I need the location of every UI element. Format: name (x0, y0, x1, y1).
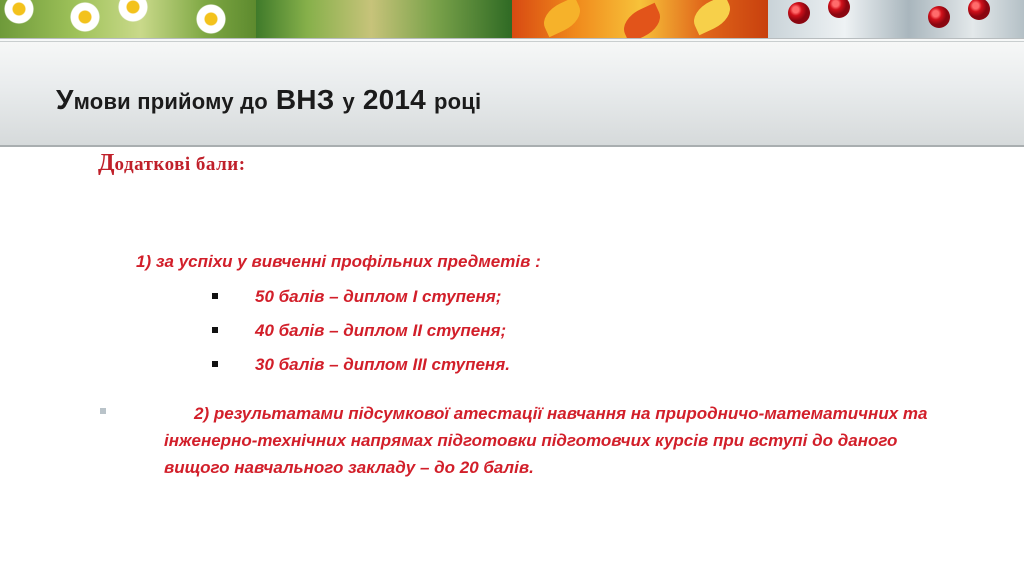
slide-title: Умови прийому до ВНЗ у 2014 році (56, 84, 482, 115)
section2-paragraph: 2) результатами підсумкової атестації навчання на природничо-математичних та інженерно-технічних напрямах підготовки підготовчих курсів при вступі до даного вищого навчального закладу – до 20 балів. (164, 404, 928, 477)
list-item-text: 50 балів – диплом І ступеня; (255, 287, 502, 306)
list-item (212, 287, 501, 307)
list-item-text: 30 балів – диплом ІІІ ступеня. (255, 355, 510, 374)
square-bullet-icon (212, 361, 218, 367)
square-bullet-icon (212, 293, 218, 299)
list-item-text: 40 балів – диплом ІІ ступеня; (255, 321, 507, 340)
list-item (212, 355, 510, 375)
slide-subtitle: Додаткові бали: (98, 150, 246, 176)
summer-foliage-image (256, 0, 512, 38)
seasons-photo-banner (0, 0, 1024, 38)
autumn-leaves-image (512, 0, 768, 38)
winter-berries-image (768, 0, 1024, 38)
square-bullet-icon (212, 327, 218, 333)
title-bar (0, 38, 1024, 147)
section1-heading: 1) за успіхи у вивченні профільних предметів : (136, 252, 541, 271)
list-item (212, 321, 506, 341)
grey-bullet-icon (100, 408, 106, 414)
spring-daisies-image (0, 0, 256, 38)
